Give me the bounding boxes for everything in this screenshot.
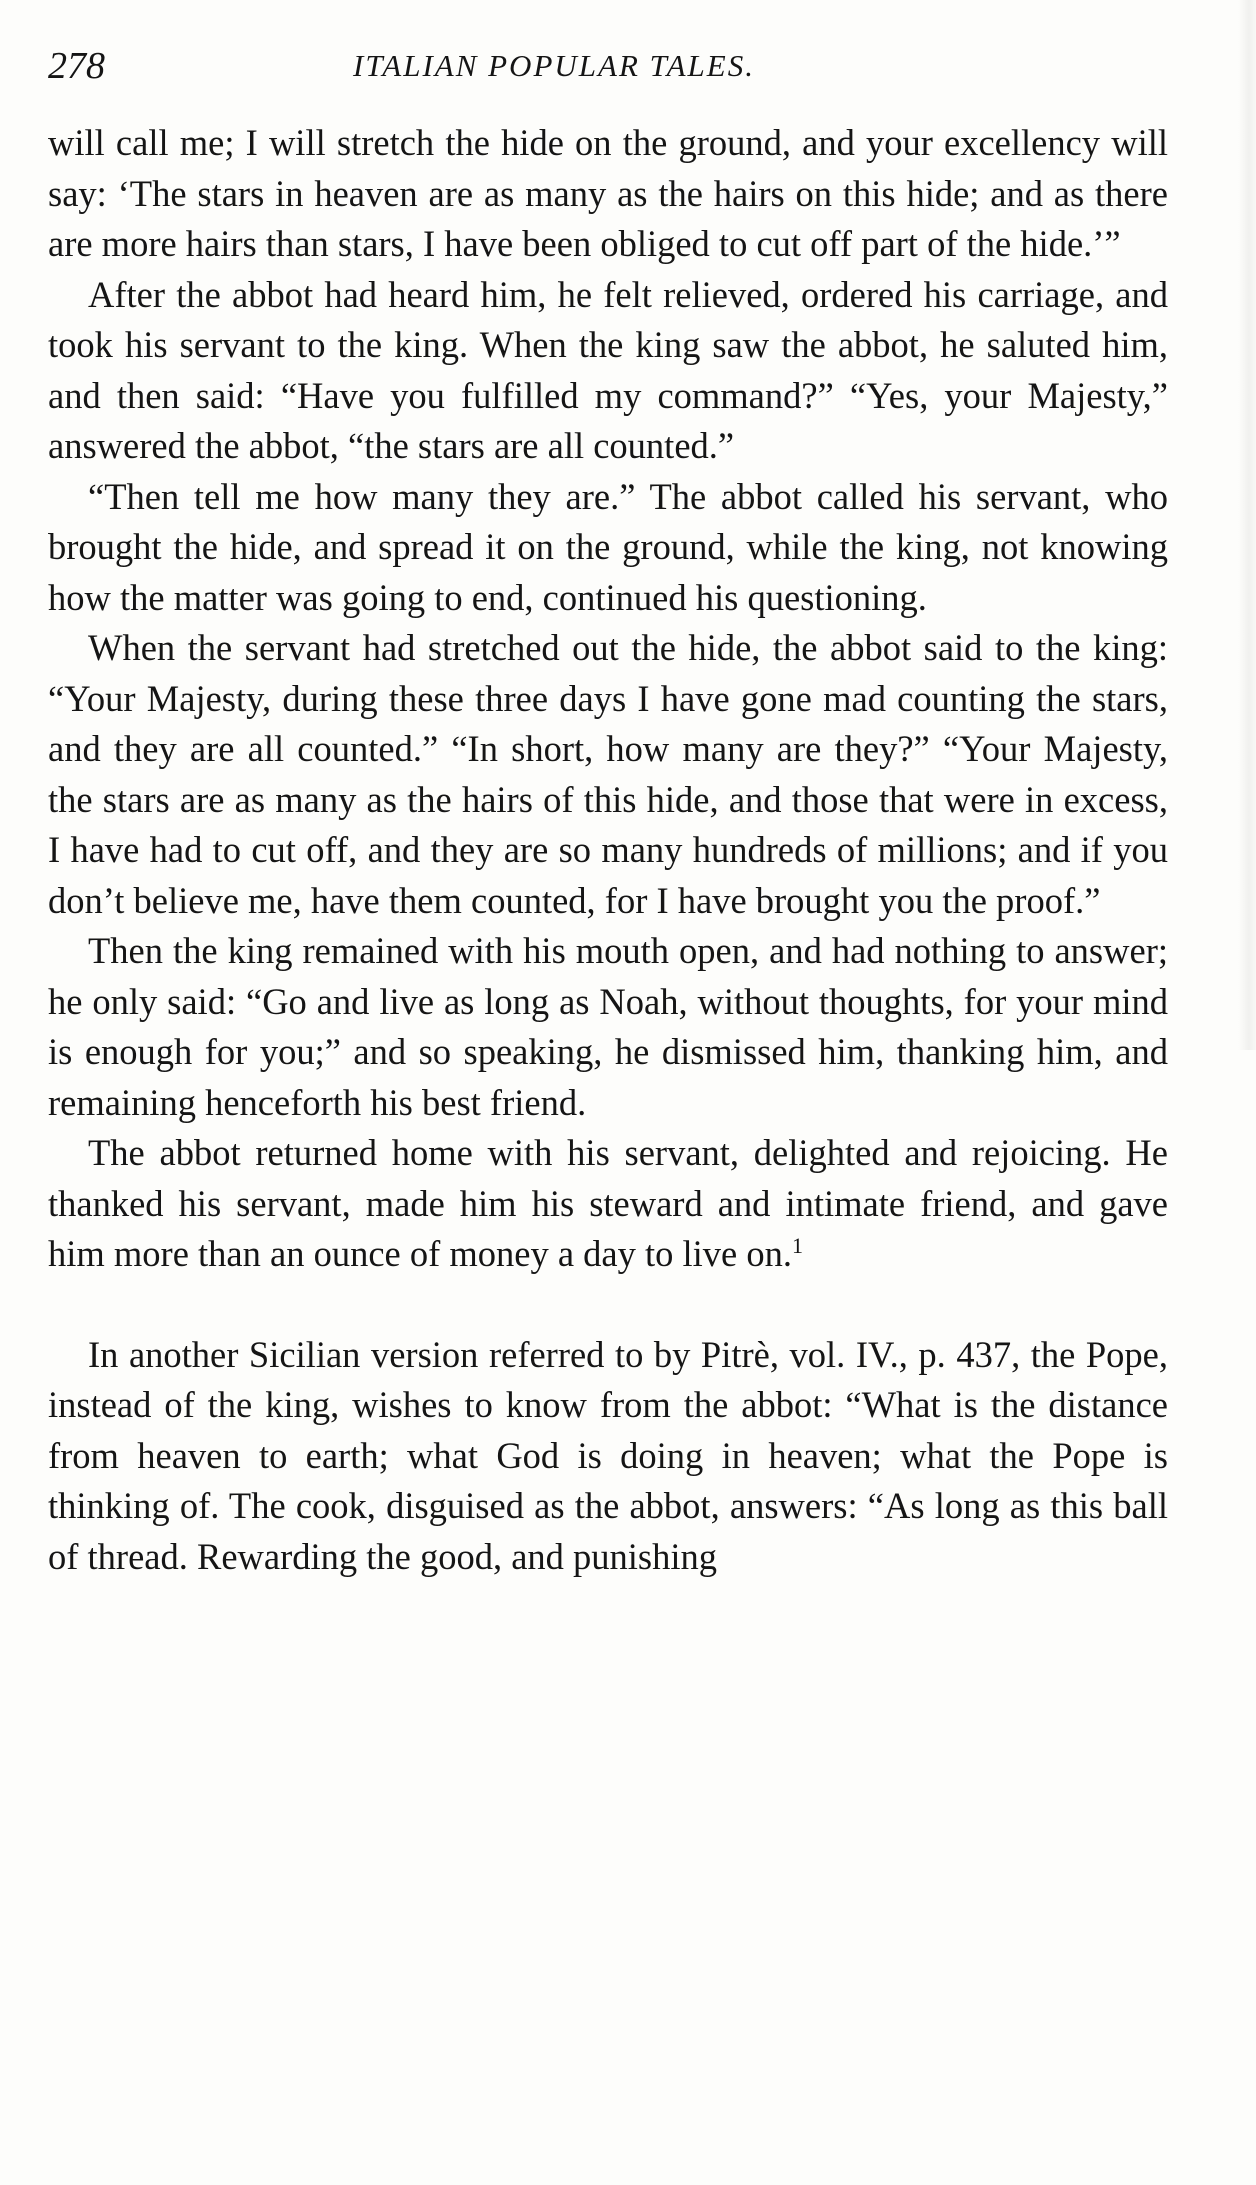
paragraph: After the abbot had heard him, he felt relieved, ordered his carriage, and took his servant to the king. When the king saw the abbot, he saluted him, and then said: “Have you fulfilled my command?” “Yes, your Majesty,” answered the abbot, “the stars are all counted.” xyxy=(48,273,1168,466)
paragraph-text: The abbot returned home with his servant, delighted and rejoicing. He thanked his servant, made him his steward and intimate friend, and gave him more than an ounce of money a day to live on. xyxy=(48,1132,1168,1274)
running-title: ITALIAN POPULAR TALES. xyxy=(353,48,755,83)
section-gap xyxy=(48,1280,1168,1330)
paragraph: Then the king remained with his mouth open, and had nothing to answer; he only said: “Go and live as long as Noah, without thoughts, for your mind is enough for you;” and so speaking, he dismissed him, thanking him, and remaining henceforth his best friend. xyxy=(48,930,1168,1123)
paragraph: When the servant had stretched out the hide, the abbot said to the king: “Your Majesty, during these three days I have gone mad counting the stars, and they are all counted.” “In short, how many are they?” “Your Majesty, the stars are as many as the hairs of this hide, and those that were in excess, I have had to cut off, and they are so many hundreds of millions; and if you don’t believe me, have them counted, for I have brought you the proof.” xyxy=(48,627,1168,921)
paragraph-continuation: will call me; I will stretch the hide on the ground, and your excellency will say: ‘The stars in heaven are as many as the hairs on this hide; and as there are more hairs than stars, I have been obliged to cut off part of the hide.’” xyxy=(48,122,1168,264)
page-number: 278 xyxy=(48,45,105,87)
body-text xyxy=(48,118,1168,1582)
footnote-marker: 1 xyxy=(792,1232,803,1258)
paragraph: “Then tell me how many they are.” The abbot called his servant, who brought the hide, and spread it on the ground, while the king, not knowing how the matter was going to end, continued his questioning. xyxy=(48,475,1168,618)
running-head xyxy=(48,44,1168,94)
book-page xyxy=(48,44,1168,1582)
paragraph-with-footnote xyxy=(48,1128,1168,1280)
note-paragraph: In another Sicilian version referred to by Pitrè, vol. IV., p. 437, the Pope, instead of the king, wishes to know from the abbot: “What is the distance from heaven to earth; what God is doing in heaven; what the Pope is thinking of. The cook, disguised as the abbot, answers: “As long as this ball of thread. Rewarding the good, and punishing xyxy=(48,1333,1168,1577)
page-edge-shadow xyxy=(1238,0,1256,1050)
